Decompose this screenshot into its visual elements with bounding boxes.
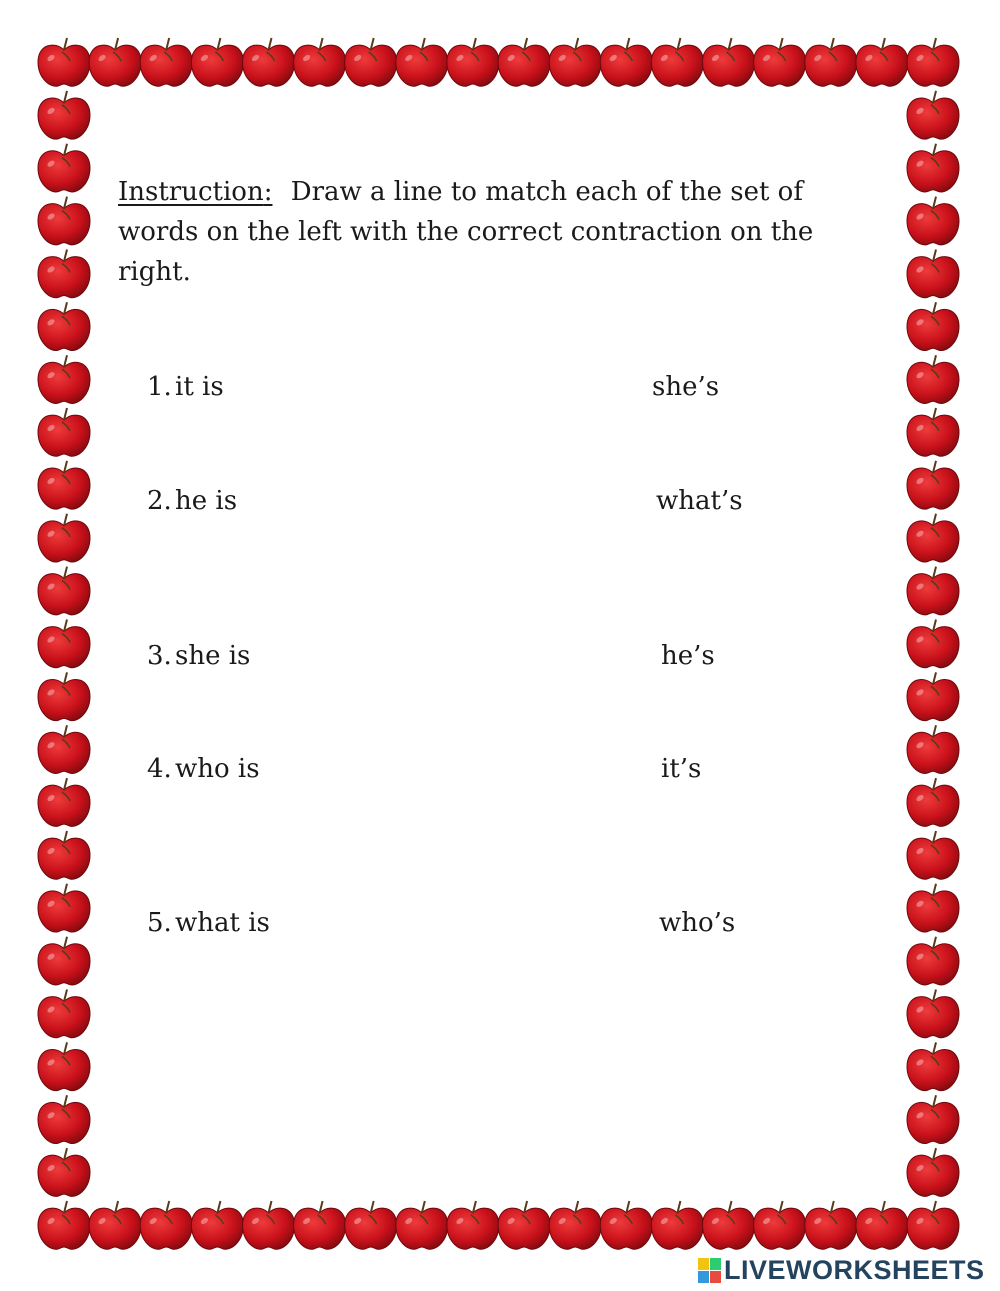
apple-icon	[243, 1201, 295, 1249]
right-item-2[interactable]: what’s	[656, 486, 743, 516]
apple-icon	[907, 937, 959, 985]
logo-square-red	[710, 1271, 721, 1283]
apple-icon	[345, 38, 397, 86]
apple-icon	[651, 38, 703, 86]
apple-icon	[907, 1042, 959, 1090]
apple-icon	[38, 91, 90, 139]
apple-icon	[447, 38, 499, 86]
left-item-5[interactable]	[147, 907, 270, 939]
liveworksheets-logo	[698, 1255, 985, 1285]
item-text: he is	[175, 486, 238, 516]
item-text: who is	[175, 754, 260, 784]
item-text: she is	[175, 641, 251, 671]
apple-icon	[907, 778, 959, 826]
item-number: 3.	[147, 641, 172, 671]
item-number: 2.	[147, 486, 172, 516]
apple-icon	[38, 567, 90, 615]
apple-icon	[549, 1201, 601, 1249]
apple-icon	[89, 38, 141, 86]
apple-icon	[89, 1201, 141, 1249]
apple-icon	[907, 38, 959, 86]
apple-icon	[345, 1201, 397, 1249]
apple-icon	[754, 1201, 806, 1249]
apple-icon	[396, 1201, 448, 1249]
apple-icon	[907, 408, 959, 456]
apple-icon	[294, 1201, 346, 1249]
apple-icon	[703, 1201, 755, 1249]
apple-icon	[907, 884, 959, 932]
liveworksheets-logo-icon	[698, 1258, 720, 1282]
apple-icon	[907, 831, 959, 879]
apple-icon	[907, 1095, 959, 1143]
apple-icon	[38, 672, 90, 720]
apple-icon	[651, 1201, 703, 1249]
right-item-3[interactable]: he’s	[661, 641, 715, 671]
apple-icon	[38, 884, 90, 932]
left-item-3[interactable]	[147, 640, 250, 672]
left-item-4[interactable]	[147, 753, 260, 785]
right-item-1[interactable]: she’s	[652, 372, 720, 402]
apple-icon	[38, 1201, 90, 1249]
apple-icon	[907, 144, 959, 192]
right-item-5[interactable]: who’s	[659, 908, 736, 938]
item-text: it is	[175, 372, 224, 402]
item-number: 1.	[147, 372, 172, 402]
apple-icon	[38, 1042, 90, 1090]
apple-icon	[38, 355, 90, 403]
apple-icon	[38, 620, 90, 668]
left-item-2[interactable]	[147, 485, 237, 517]
apple-icon	[38, 197, 90, 245]
apple-icon	[498, 1201, 550, 1249]
apple-icon	[907, 250, 959, 298]
item-number: 5.	[147, 908, 172, 938]
apple-icon	[38, 302, 90, 350]
apple-icon	[907, 1201, 959, 1249]
apple-icon	[38, 778, 90, 826]
apple-icon	[907, 91, 959, 139]
apple-icon	[38, 1148, 90, 1196]
apple-icon	[600, 38, 652, 86]
liveworksheets-logo-text: LIVEWORKSHEETS	[724, 1254, 985, 1285]
apple-icon	[38, 250, 90, 298]
apple-icon	[38, 725, 90, 773]
apple-icon	[907, 990, 959, 1038]
item-number: 4.	[147, 754, 172, 784]
apple-icon	[856, 1201, 908, 1249]
apple-icon	[140, 1201, 192, 1249]
logo-square-yellow	[698, 1258, 709, 1270]
apple-icon	[38, 144, 90, 192]
instruction-colon: :	[263, 177, 273, 207]
apple-icon	[38, 1095, 90, 1143]
apple-icon	[907, 514, 959, 562]
apple-icon	[38, 937, 90, 985]
apple-icon	[38, 514, 90, 562]
right-item-4[interactable]: it’s	[661, 754, 702, 784]
apple-icon	[140, 38, 192, 86]
apple-icon	[856, 38, 908, 86]
apple-icon	[38, 990, 90, 1038]
apple-icon	[754, 38, 806, 86]
apple-icon	[447, 1201, 499, 1249]
apple-icon	[907, 461, 959, 509]
apple-icon	[907, 672, 959, 720]
apple-icon	[498, 38, 550, 86]
apple-icon	[805, 38, 857, 86]
logo-square-green	[710, 1258, 721, 1270]
item-text: what is	[175, 908, 270, 938]
apple-icon	[38, 831, 90, 879]
apple-icon	[38, 38, 90, 86]
apple-icon	[907, 1148, 959, 1196]
apple-icon	[191, 38, 243, 86]
apple-icon	[38, 408, 90, 456]
apple-icon	[805, 1201, 857, 1249]
apple-icon	[703, 38, 755, 86]
apple-icon	[294, 38, 346, 86]
apple-icon	[907, 620, 959, 668]
apple-icon	[907, 725, 959, 773]
apple-icon	[191, 1201, 243, 1249]
apple-icon	[396, 38, 448, 86]
apple-icon	[907, 197, 959, 245]
apple-icon	[549, 38, 601, 86]
apple-icon	[38, 461, 90, 509]
apple-icon	[907, 567, 959, 615]
logo-square-blue	[698, 1271, 709, 1283]
instruction-label: Instruction	[118, 177, 264, 207]
instruction-paragraph	[118, 172, 838, 292]
apple-icon	[600, 1201, 652, 1249]
apple-icon	[243, 38, 295, 86]
instruction-text: Draw a line to match each of the set of words on the left with the correct contraction on the right.	[118, 177, 814, 287]
apple-icon	[907, 302, 959, 350]
apple-icon	[907, 355, 959, 403]
left-item-1[interactable]	[147, 371, 224, 403]
